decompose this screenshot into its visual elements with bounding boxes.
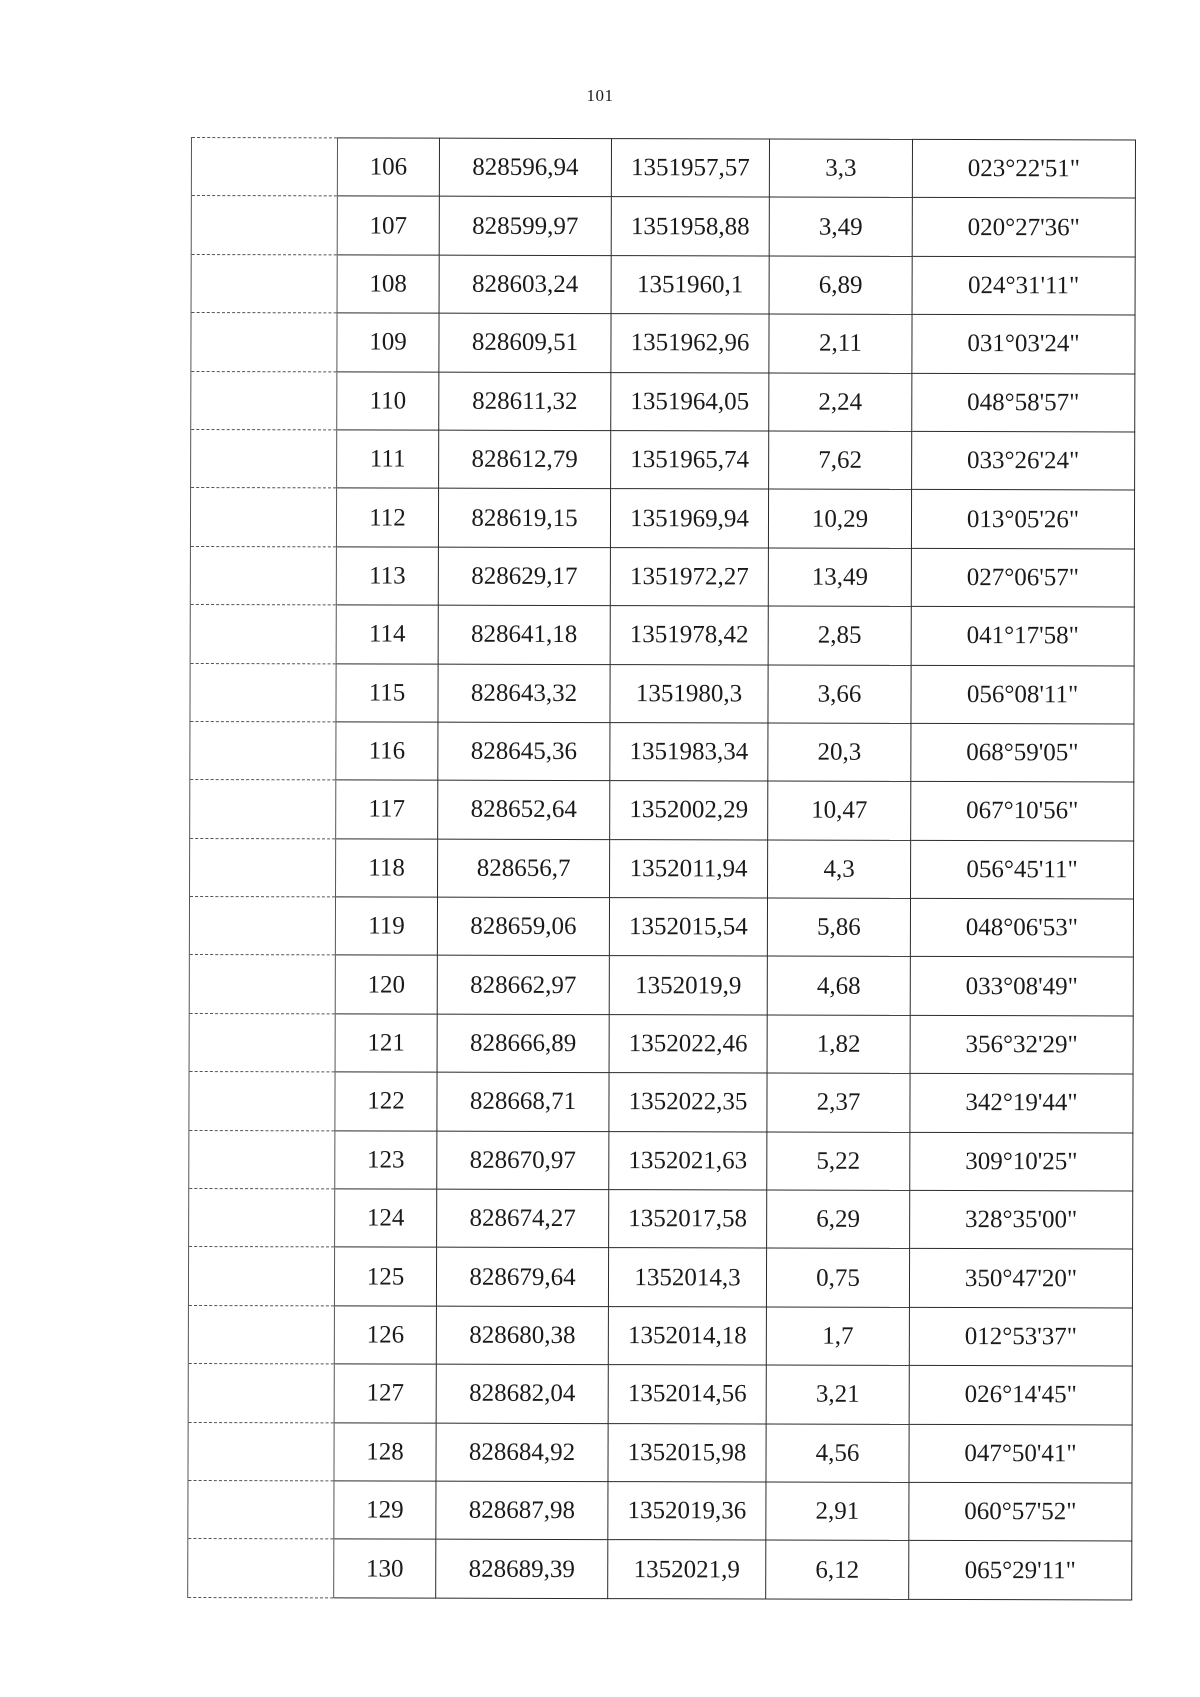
- direction-angle-cell: 067°10'56": [911, 782, 1134, 841]
- point-number-cell: 123: [335, 1131, 437, 1190]
- table-row: [190, 780, 1134, 841]
- distance-cell: 2,37: [767, 1073, 910, 1132]
- point-number-cell: 125: [334, 1247, 436, 1306]
- empty-cell: [188, 1305, 334, 1364]
- y-coordinate-cell: 1351969,94: [610, 489, 768, 548]
- distance-cell: 3,66: [768, 665, 911, 724]
- direction-angle-cell: 356°32'29": [910, 1015, 1133, 1074]
- distance-cell: 13,49: [768, 548, 911, 607]
- direction-angle-cell: 013°05'26": [911, 490, 1134, 549]
- table-row: [190, 488, 1134, 549]
- table-row: [188, 1305, 1132, 1366]
- y-coordinate-cell: 1352011,94: [610, 839, 768, 898]
- y-coordinate-cell: 1351960,1: [611, 255, 769, 314]
- y-coordinate-cell: 1352017,58: [609, 1190, 767, 1249]
- y-coordinate-cell: 1351965,74: [611, 431, 769, 490]
- point-number-cell: 111: [337, 430, 439, 489]
- x-coordinate-cell: 828609,51: [439, 313, 611, 372]
- x-coordinate-cell: 828689,39: [436, 1540, 608, 1599]
- y-coordinate-cell: 1351972,27: [610, 547, 768, 606]
- x-coordinate-cell: 828619,15: [438, 488, 610, 547]
- y-coordinate-cell: 1352022,46: [609, 1014, 767, 1073]
- empty-cell: [190, 838, 336, 897]
- empty-cell: [188, 1480, 334, 1539]
- direction-angle-cell: 012°53'37": [909, 1307, 1132, 1366]
- x-coordinate-cell: 828679,64: [436, 1248, 608, 1307]
- x-coordinate-cell: 828668,71: [437, 1072, 609, 1131]
- empty-cell: [188, 1539, 334, 1598]
- distance-cell: 4,3: [768, 840, 911, 899]
- point-number-cell: 113: [336, 547, 438, 606]
- distance-cell: 2,11: [769, 314, 912, 373]
- x-coordinate-cell: 828652,64: [438, 780, 610, 839]
- x-coordinate-cell: 828629,17: [438, 547, 610, 606]
- point-number-cell: 114: [336, 605, 438, 664]
- point-number-cell: 117: [336, 780, 438, 839]
- empty-cell: [191, 429, 337, 488]
- empty-cell: [190, 663, 336, 722]
- x-coordinate-cell: 828603,24: [439, 255, 611, 314]
- table-row: [188, 1480, 1132, 1541]
- direction-angle-cell: 342°19'44": [910, 1074, 1133, 1133]
- x-coordinate-cell: 828659,06: [437, 897, 609, 956]
- distance-cell: 1,7: [766, 1307, 909, 1366]
- point-number-cell: 112: [336, 488, 438, 547]
- point-number-cell: 108: [337, 255, 439, 314]
- distance-cell: 2,91: [766, 1482, 909, 1541]
- empty-cell: [190, 721, 336, 780]
- point-number-cell: 120: [335, 955, 437, 1014]
- table-row: [189, 1189, 1133, 1250]
- empty-cell: [191, 196, 337, 255]
- point-number-cell: 116: [336, 722, 438, 781]
- distance-cell: 3,49: [769, 197, 912, 256]
- empty-cell: [189, 1189, 335, 1248]
- empty-cell: [189, 897, 335, 956]
- page-number: 101: [586, 86, 614, 105]
- direction-angle-cell: 068°59'05": [911, 723, 1134, 782]
- table-row: [191, 196, 1135, 257]
- y-coordinate-cell: 1352002,29: [610, 781, 768, 840]
- direction-angle-cell: 048°06'53": [910, 898, 1133, 957]
- point-number-cell: 109: [337, 313, 439, 372]
- x-coordinate-cell: 828611,32: [439, 372, 611, 431]
- empty-cell: [189, 955, 335, 1014]
- empty-cell: [191, 138, 337, 197]
- table-row: [191, 313, 1135, 374]
- x-coordinate-cell: 828682,04: [436, 1364, 608, 1423]
- direction-angle-cell: 328°35'00": [910, 1190, 1133, 1249]
- direction-angle-cell: 056°08'11": [911, 665, 1134, 724]
- point-number-cell: 129: [334, 1481, 436, 1540]
- y-coordinate-cell: 1351978,42: [610, 606, 768, 665]
- table-row: [191, 429, 1135, 490]
- x-coordinate-cell: 828662,97: [437, 956, 609, 1015]
- direction-angle-cell: 309°10'25": [910, 1132, 1133, 1191]
- table-row: [189, 897, 1133, 958]
- y-coordinate-cell: 1351980,3: [610, 664, 768, 723]
- direction-angle-cell: 027°06'57": [911, 548, 1134, 607]
- distance-cell: 2,85: [768, 606, 911, 665]
- direction-angle-cell: 060°57'52": [909, 1482, 1132, 1541]
- x-coordinate-cell: 828596,94: [439, 138, 611, 197]
- distance-cell: 5,86: [767, 898, 910, 957]
- x-coordinate-cell: 828599,97: [439, 197, 611, 256]
- x-coordinate-cell: 828687,98: [436, 1481, 608, 1540]
- distance-cell: 3,3: [769, 139, 912, 198]
- direction-angle-cell: 350°47'20": [909, 1249, 1132, 1308]
- empty-cell: [191, 254, 337, 313]
- y-coordinate-cell: 1352019,36: [608, 1482, 766, 1541]
- direction-angle-cell: 031°03'24": [912, 315, 1135, 374]
- x-coordinate-cell: 828612,79: [439, 430, 611, 489]
- coordinates-table-body: [188, 138, 1136, 1600]
- point-number-cell: 121: [335, 1014, 437, 1073]
- point-number-cell: 128: [334, 1422, 436, 1481]
- y-coordinate-cell: 1351983,34: [610, 723, 768, 782]
- table-row: [190, 663, 1134, 724]
- y-coordinate-cell: 1352014,56: [608, 1365, 766, 1424]
- x-coordinate-cell: 828645,36: [438, 722, 610, 781]
- point-number-cell: 118: [336, 839, 438, 898]
- coordinates-table: [187, 137, 1136, 1600]
- direction-angle-cell: 048°58'57": [912, 373, 1135, 432]
- x-coordinate-cell: 828670,97: [437, 1131, 609, 1190]
- direction-angle-cell: 023°22'51": [912, 139, 1135, 198]
- table-row: [189, 1013, 1133, 1074]
- empty-cell: [190, 488, 336, 547]
- x-coordinate-cell: 828643,32: [438, 664, 610, 723]
- table-row: [188, 1364, 1132, 1425]
- empty-cell: [190, 780, 336, 839]
- direction-angle-cell: 024°31'11": [912, 256, 1135, 315]
- direction-angle-cell: 047°50'41": [909, 1424, 1132, 1483]
- empty-cell: [189, 1013, 335, 1072]
- empty-cell: [188, 1247, 334, 1306]
- table-row: [189, 1072, 1133, 1133]
- distance-cell: 4,56: [766, 1424, 909, 1483]
- direction-angle-cell: 026°14'45": [909, 1366, 1132, 1425]
- table-row: [189, 1130, 1133, 1191]
- point-number-cell: 124: [335, 1189, 437, 1248]
- table-row: [189, 955, 1133, 1016]
- direction-angle-cell: 065°29'11": [909, 1541, 1132, 1600]
- point-number-cell: 110: [337, 371, 439, 430]
- distance-cell: 6,12: [766, 1540, 909, 1599]
- empty-cell: [188, 1422, 334, 1481]
- x-coordinate-cell: 828641,18: [438, 605, 610, 664]
- distance-cell: 6,89: [769, 256, 912, 315]
- y-coordinate-cell: 1352019,9: [609, 956, 767, 1015]
- table-row: [188, 1422, 1132, 1483]
- empty-cell: [189, 1072, 335, 1131]
- point-number-cell: 126: [334, 1306, 436, 1365]
- distance-cell: 2,24: [769, 373, 912, 432]
- y-coordinate-cell: 1351964,05: [611, 372, 769, 431]
- table-row: [190, 546, 1134, 607]
- distance-cell: 1,82: [767, 1015, 910, 1074]
- y-coordinate-cell: 1352021,9: [608, 1540, 766, 1599]
- x-coordinate-cell: 828680,38: [436, 1306, 608, 1365]
- table-row: [190, 605, 1134, 666]
- point-number-cell: 106: [337, 138, 439, 197]
- point-number-cell: 107: [337, 196, 439, 255]
- direction-angle-cell: 041°17'58": [911, 607, 1134, 666]
- direction-angle-cell: 033°26'24": [912, 431, 1135, 490]
- distance-cell: 10,29: [768, 489, 911, 548]
- empty-cell: [188, 1364, 334, 1423]
- distance-cell: 4,68: [767, 956, 910, 1015]
- empty-cell: [191, 313, 337, 372]
- direction-angle-cell: 033°08'49": [910, 957, 1133, 1016]
- distance-cell: 5,22: [767, 1132, 910, 1191]
- x-coordinate-cell: 828656,7: [438, 839, 610, 898]
- distance-cell: 0,75: [766, 1248, 909, 1307]
- table-row: [191, 138, 1135, 199]
- distance-cell: 6,29: [767, 1190, 910, 1249]
- point-number-cell: 119: [335, 897, 437, 956]
- distance-cell: 20,3: [768, 723, 911, 782]
- y-coordinate-cell: 1352014,18: [608, 1306, 766, 1365]
- empty-cell: [190, 546, 336, 605]
- empty-cell: [189, 1130, 335, 1189]
- point-number-cell: 127: [334, 1364, 436, 1423]
- y-coordinate-cell: 1352014,3: [608, 1248, 766, 1307]
- y-coordinate-cell: 1351962,96: [611, 314, 769, 373]
- x-coordinate-cell: 828684,92: [436, 1423, 608, 1482]
- y-coordinate-cell: 1352015,54: [609, 898, 767, 957]
- table-row: [188, 1539, 1132, 1600]
- distance-cell: 3,21: [766, 1365, 909, 1424]
- y-coordinate-cell: 1351957,57: [611, 139, 769, 198]
- distance-cell: 10,47: [768, 781, 911, 840]
- empty-cell: [191, 371, 337, 430]
- empty-cell: [190, 605, 336, 664]
- table-row: [191, 254, 1135, 315]
- x-coordinate-cell: 828674,27: [437, 1189, 609, 1248]
- point-number-cell: 115: [336, 663, 438, 722]
- x-coordinate-cell: 828666,89: [437, 1014, 609, 1073]
- point-number-cell: 122: [335, 1072, 437, 1131]
- point-number-cell: 130: [334, 1539, 436, 1598]
- table-row: [190, 838, 1134, 899]
- table-row: [191, 371, 1135, 432]
- direction-angle-cell: 020°27'36": [912, 198, 1135, 257]
- table-row: [188, 1247, 1132, 1308]
- y-coordinate-cell: 1352022,35: [609, 1073, 767, 1132]
- y-coordinate-cell: 1351958,88: [611, 197, 769, 256]
- direction-angle-cell: 056°45'11": [911, 840, 1134, 899]
- distance-cell: 7,62: [769, 431, 912, 490]
- y-coordinate-cell: 1352015,98: [608, 1423, 766, 1482]
- table-row: [190, 721, 1134, 782]
- y-coordinate-cell: 1352021,63: [609, 1131, 767, 1190]
